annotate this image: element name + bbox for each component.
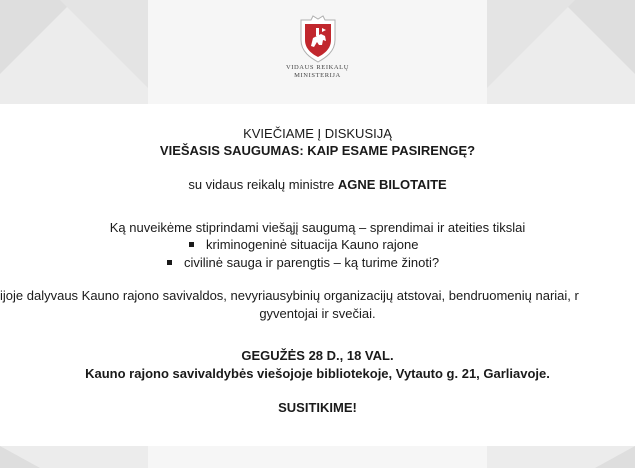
footer-band bbox=[0, 446, 635, 468]
bullet-square-icon bbox=[189, 242, 194, 247]
header-band bbox=[0, 0, 635, 104]
org-name-line2: MINISTERIJA bbox=[294, 72, 341, 79]
org-name-line1: VIDAUS REIKALŲ bbox=[285, 64, 350, 71]
minister-name: AGNE BILOTAITE bbox=[337, 177, 447, 192]
ministry-logo bbox=[270, 14, 365, 80]
footer-center-panel bbox=[148, 446, 487, 468]
invite-intro: KVIEČIAME Į DISKUSIJĄ bbox=[243, 126, 392, 141]
list-item: civilinė sauga ir parengtis – ką turime žinoti? bbox=[167, 255, 439, 271]
list-item: kriminogeninė situacija Kauno rajone bbox=[189, 237, 418, 253]
event-venue: Kauno rajono savivaldybės viešojoje bibliotekoje, Vytauto g. 21, Garliavoje. bbox=[85, 366, 550, 381]
participants-line2: gyventojai ir svečiai. bbox=[259, 306, 376, 321]
with-prefix: su vidaus reikalų ministre bbox=[188, 177, 338, 192]
invite-title: VIEŠASIS SAUGUMAS: KAIP ESAME PASIRENGĘ? bbox=[159, 143, 476, 158]
participants-line1: ijoje dalyvaus Kauno rajono savivaldos, nevyriausybinių organizacijų atstovai, bendruomenių nariai, r bbox=[0, 288, 579, 303]
lithuanian-vytis-coat-of-arms-icon bbox=[295, 14, 341, 64]
event-date-time: GEGUŽĖS 28 D., 18 VAL. bbox=[241, 348, 394, 363]
bullet-square-icon bbox=[167, 260, 172, 265]
minister-line bbox=[0, 177, 635, 193]
closing-line: SUSITIKIME! bbox=[278, 400, 357, 415]
topic-line: Ką nuveikėme stiprindami viešąjį saugumą – sprendimai ir ateities tikslai bbox=[109, 220, 526, 235]
